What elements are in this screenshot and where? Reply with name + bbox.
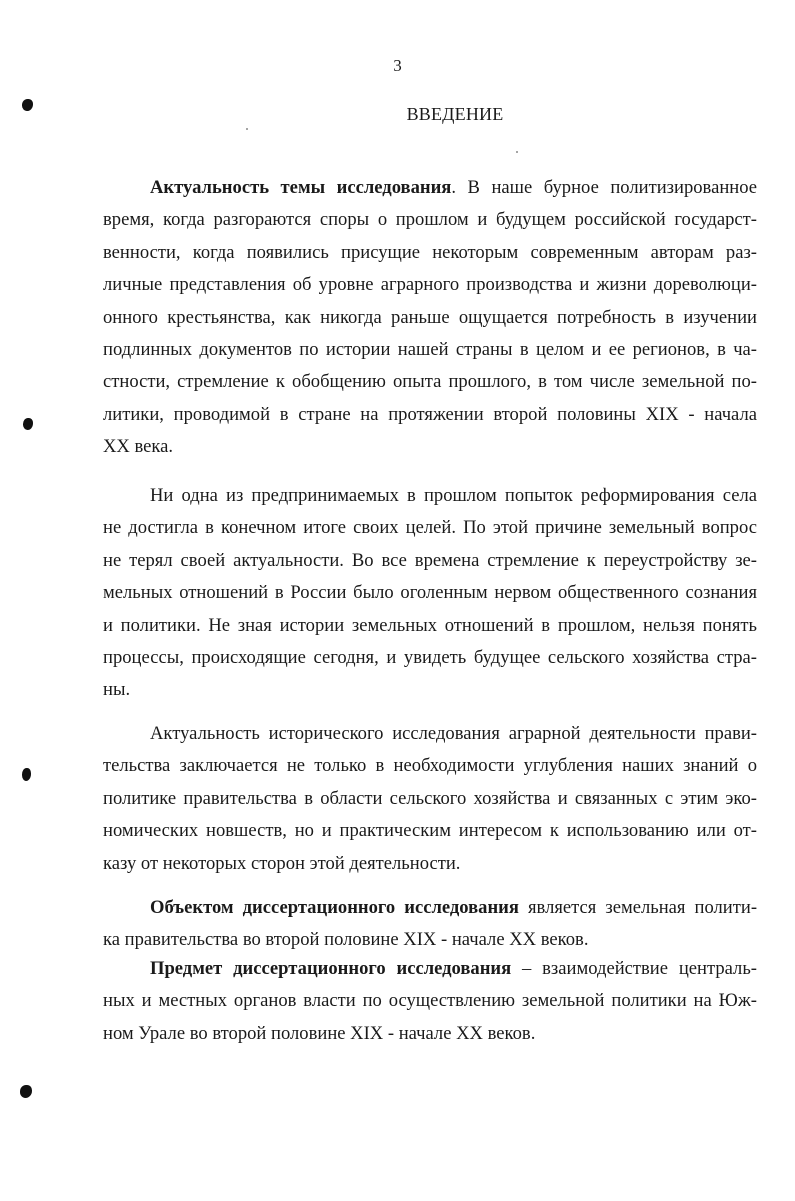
text-line [103,370,757,394]
line-text: – взаимодействие централь- [511,958,757,979]
text-line [103,928,757,952]
line-text: ных и местных органов власти по осуществлению земельной политики на Юж- [103,990,757,1012]
text-line [150,722,757,746]
line-text: XX века. [103,436,174,458]
text-line [103,435,757,459]
text-line [103,754,757,778]
line-text: Ни одна из предпринимаемых в прошлом попыток реформирования села [150,485,757,506]
text-line [103,646,757,670]
bold-term: Объектом диссертационного исследования [150,897,519,918]
line-text: процессы, происходящие сегодня, и увидеть будущее сельского хозяйства стра- [103,647,757,668]
line-text: тельства заключается не только в необходимости углубления наших знаний о [103,755,757,777]
scan-speck [246,128,248,130]
line-text: казу от некоторых сторон этой деятельности. [103,852,461,874]
text-line [103,787,757,811]
text-line [103,614,757,638]
text-line [150,176,757,200]
line-text: ном Урале во второй половине XIX - начале XX веков. [103,1022,536,1044]
bold-term: Актуальность темы исследования [150,177,452,198]
line-text: ка правительства во второй половине XIX - начале XX веков. [103,929,589,951]
scan-hole-mark [23,418,33,430]
line-text: онного крестьянства, как никогда раньше ощущается потребность в изучении [103,306,757,328]
text-line [103,516,757,540]
bold-term: Предмет диссертационного исследования [150,958,512,979]
text-line [103,678,757,702]
text-line [150,896,757,920]
line-text: подлинных документов по истории нашей страны в целом и ее регионов, в ча- [103,339,757,360]
text-line [103,819,757,843]
text-line [103,581,757,605]
line-text: литики, проводимой в стране на протяжении второй половины XIX - начала [103,403,757,425]
line-text: не терял своей актуальности. Во все времена стремление к переустройству зе- [103,549,757,571]
text-line [103,273,757,297]
line-text: личные представления об уровне аграрного производства и жизни дореволюци- [103,274,757,296]
line-text: политике правительства в области сельского хозяйства и связанных с этим эко- [103,787,757,809]
text-line [103,403,757,427]
text-line [150,957,757,981]
text-line [103,1022,757,1046]
scan-hole-mark [22,768,31,781]
scan-hole-mark [20,1085,32,1098]
line-text: венности, когда появились присущие некоторым современным авторам раз- [103,241,757,263]
text-line [103,989,757,1013]
page-number: 3 [393,56,402,75]
text-line [103,208,757,232]
text-line [150,484,757,508]
text-line [103,306,757,330]
line-text: Актуальность исторического исследования аграрной деятельности прави- [150,723,757,744]
line-text: ны. [103,679,131,701]
line-text: мельных отношений в России было оголенным нервом общественного сознания [103,582,757,604]
scan-speck [516,151,518,153]
page-heading: ВВЕДЕНИЕ [406,104,504,124]
line-text: . В наше бурное политизированное [451,177,758,198]
line-text: время, когда разгораются споры о прошлом и будущем российской государст- [103,209,757,231]
text-line [103,338,757,362]
line-text: стности, стремление к обобщению опыта прошлого, в том числе земельной по- [103,371,757,393]
text-line [103,852,757,876]
line-text: и политики. Не зная истории земельных отношений в прошлом, нельзя понять [103,614,757,636]
scan-hole-mark [22,99,33,111]
line-text: номических новшеств, но и практическим интересом к использованию или от- [103,820,757,842]
text-line [103,549,757,573]
line-text: не достигла в конечном итоге своих целей. По этой причине земельный вопрос [103,517,757,539]
line-text: является земельная полити- [518,897,758,918]
text-line [103,241,757,265]
